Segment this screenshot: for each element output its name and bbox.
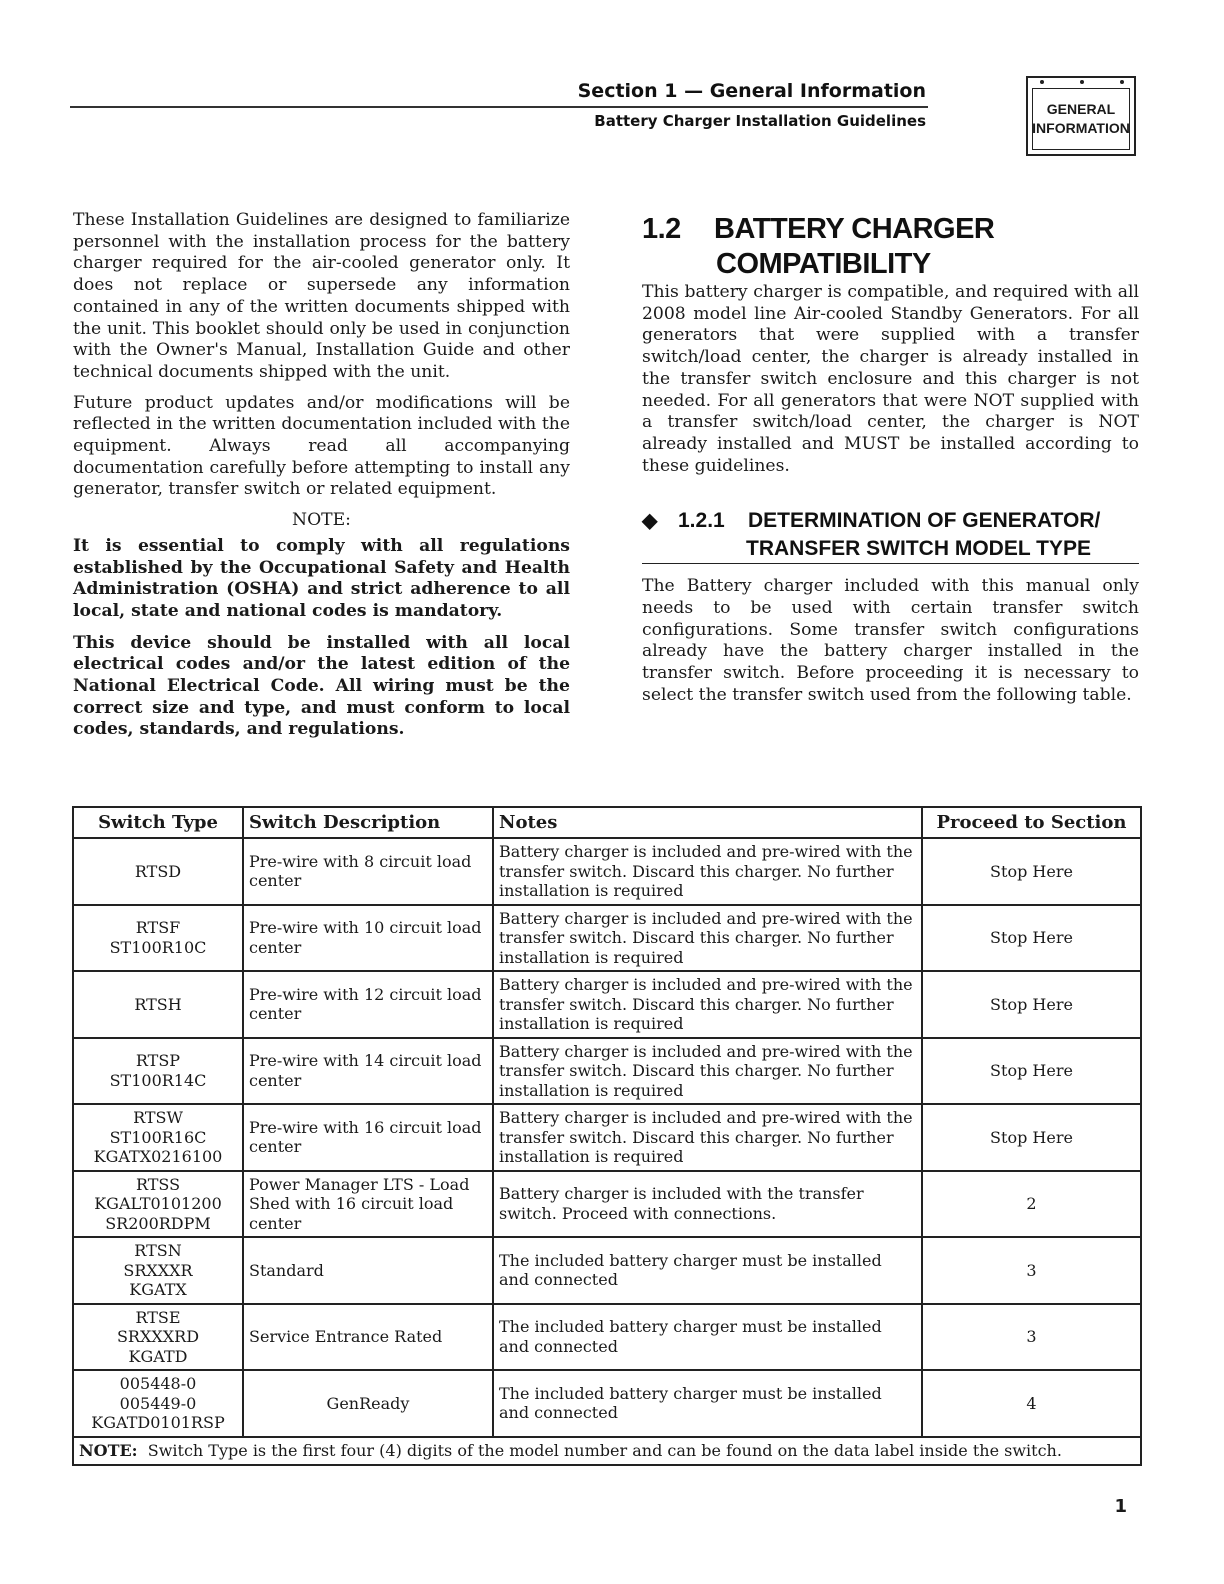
tab-dot-icon bbox=[1120, 80, 1124, 84]
switch-description-cell: Pre-wire with 10 circuit load center bbox=[243, 905, 493, 972]
subsection-heading bbox=[642, 507, 1139, 562]
switch-type-value: KGATX0216100 bbox=[93, 1147, 223, 1166]
switch-description-cell: GenReady bbox=[243, 1370, 493, 1437]
switch-type-value: ST100R14C bbox=[109, 1070, 207, 1090]
header-proceed-section: Proceed to Section bbox=[922, 807, 1141, 838]
notes-cell: Battery charger is included with the transfer switch. Proceed with connections. bbox=[493, 1171, 922, 1238]
subsection-title-line2: TRANSFER SWITCH MODEL TYPE bbox=[746, 537, 1091, 561]
proceed-section-cell: 3 bbox=[922, 1237, 1141, 1304]
switch-type-cell bbox=[73, 1237, 243, 1304]
table-note-text: Switch Type is the first four (4) digits of the model number and can be found on the data label inside the switch. bbox=[147, 1440, 1062, 1460]
switch-type-value: RTSD bbox=[134, 861, 182, 881]
table-note-row bbox=[73, 1437, 1141, 1465]
table-row bbox=[73, 1171, 1141, 1238]
switch-description-cell: Pre-wire with 16 circuit load center bbox=[243, 1104, 493, 1171]
table-row bbox=[73, 1370, 1141, 1437]
table-row bbox=[73, 1038, 1141, 1105]
table-body bbox=[73, 838, 1141, 1437]
switch-type-cell bbox=[73, 971, 243, 1038]
section-tab-label bbox=[1032, 88, 1130, 150]
switch-type-table bbox=[72, 806, 1142, 1466]
switch-type-cell bbox=[73, 1171, 243, 1238]
electrical-code-note: This device should be installed with all local electrical codes and/or the latest edition of the National Electrical Code. All wiring must be the correct size and type, and must conform to local codes, standards, and regulations. bbox=[73, 632, 570, 740]
compatibility-column bbox=[642, 212, 1139, 707]
switch-type-value: KGATX bbox=[129, 1280, 187, 1299]
switch-type-value: RTSH bbox=[134, 994, 182, 1014]
tab-dot-icon bbox=[1080, 80, 1084, 84]
switch-type-value: RTSE bbox=[135, 1307, 181, 1327]
table-row bbox=[73, 838, 1141, 905]
switch-type-cell bbox=[73, 1038, 243, 1105]
switch-type-value: RTSW bbox=[133, 1108, 183, 1127]
switch-type-value: ST100R16C bbox=[109, 1127, 207, 1147]
page-number: 1 bbox=[1114, 1496, 1127, 1517]
switch-type-cell bbox=[73, 1104, 243, 1171]
proceed-section-cell: 2 bbox=[922, 1171, 1141, 1238]
switch-type-value: KGATD bbox=[128, 1346, 188, 1366]
switch-type-value: KGALT0101200 bbox=[94, 1194, 222, 1213]
tab-label-line2: INFORMATION bbox=[1032, 120, 1130, 136]
compatibility-paragraph: This battery charger is compatible, and required with all 2008 model line Air-cooled Standby Generators. For all generators that were supplied with a transfer switch/load center, the charger is already installed in the transfer switch enclosure and this charger is not needed. For all generators that were NOT supplied with a transfer switch/load center, the charger is NOT already installed and MUST be installed according to these guidelines. bbox=[642, 282, 1139, 476]
header-notes: Notes bbox=[493, 807, 922, 838]
notes-cell: The included battery charger must be installed and connected bbox=[493, 1370, 922, 1437]
switch-type-cell bbox=[73, 1304, 243, 1371]
intro-paragraph: These Installation Guidelines are designed to familiarize personnel with the installation process for the battery charger required for the air-cooled generator only. It does not replace or supersede any information contained in any of the written documents shipped with the unit. This booklet should only be used in conjunction with the Owner's Manual, Installation Guide and other technical documents shipped with the unit. bbox=[73, 210, 570, 382]
switch-type-value: KGATD0101RSP bbox=[91, 1413, 225, 1432]
switch-type-value: ST100R10C bbox=[109, 937, 207, 957]
switch-description-cell: Pre-wire with 12 circuit load center bbox=[243, 971, 493, 1038]
table-row bbox=[73, 1304, 1141, 1371]
notes-cell: Battery charger is included and pre-wired with the transfer switch. Discard this charger. No further installation is required bbox=[493, 905, 922, 972]
tab-dot-icon bbox=[1040, 80, 1044, 84]
proceed-section-cell: Stop Here bbox=[922, 838, 1141, 905]
table-row bbox=[73, 1237, 1141, 1304]
subsection-rule bbox=[642, 563, 1139, 564]
proceed-section-cell: Stop Here bbox=[922, 1038, 1141, 1105]
switch-description-cell: Power Manager LTS - Load Shed with 16 circuit load center bbox=[243, 1171, 493, 1238]
diamond-bullet-icon: ◆ bbox=[642, 510, 658, 533]
switch-description-cell: Pre-wire with 8 circuit load center bbox=[243, 838, 493, 905]
switch-type-value: SRXXXRD bbox=[116, 1327, 200, 1346]
switch-type-cell bbox=[73, 905, 243, 972]
notes-cell: Battery charger is included and pre-wired with the transfer switch. Discard this charger. No further installation is required bbox=[493, 1038, 922, 1105]
determination-paragraph: The Battery charger included with this manual only needs to be used with certain transfer switch configurations. Some transfer switch configurations already have the battery charger installed in the transfer switch. Before proceeding it is necessary to select the transfer switch used from the following table. bbox=[642, 576, 1139, 705]
header-switch-type: Switch Type bbox=[73, 807, 243, 838]
section-title-line1: BATTERY CHARGER bbox=[714, 213, 995, 245]
switch-description-cell: Standard bbox=[243, 1237, 493, 1304]
header-switch-description: Switch Description bbox=[243, 807, 493, 838]
table-row bbox=[73, 971, 1141, 1038]
header-rule bbox=[70, 106, 928, 108]
switch-type-value: RTSF bbox=[135, 918, 181, 938]
notes-cell: Battery charger is included and pre-wired with the transfer switch. Discard this charger. No further installation is required bbox=[493, 971, 922, 1038]
section-tab bbox=[1026, 76, 1136, 156]
notes-cell: Battery charger is included and pre-wired with the transfer switch. Discard this charger. No further installation is required bbox=[493, 1104, 922, 1171]
section-heading bbox=[642, 212, 1139, 282]
notes-cell: The included battery charger must be installed and connected bbox=[493, 1304, 922, 1371]
table-header-row bbox=[73, 807, 1141, 838]
switch-type-value: 005448-0 bbox=[119, 1374, 197, 1393]
updates-paragraph: Future product updates and/or modifications will be reflected in the written documentation included with the equipment. Always read all accompanying documentation carefully before attempting to install any generator, transfer switch or related equipment. bbox=[73, 392, 570, 500]
subsection-number: 1.2.1 bbox=[678, 509, 725, 533]
switch-type-cell bbox=[73, 1370, 243, 1437]
notes-cell: The included battery charger must be installed and connected bbox=[493, 1237, 922, 1304]
section-title-line2: COMPATIBILITY bbox=[716, 248, 931, 280]
table-note bbox=[73, 1437, 1141, 1465]
switch-type-value: RTSS bbox=[135, 1174, 181, 1194]
switch-type-value: SRXXXR bbox=[123, 1260, 193, 1280]
switch-type-value: RTSP bbox=[135, 1051, 181, 1071]
proceed-section-cell: 3 bbox=[922, 1304, 1141, 1371]
table-note-label: NOTE: bbox=[79, 1440, 138, 1460]
switch-type-cell bbox=[73, 838, 243, 905]
proceed-section-cell: Stop Here bbox=[922, 905, 1141, 972]
osha-note: It is essential to comply with all regulations established by the Occupational Safety and Health Administration (OSHA) and strict adherence to all local, state and national codes is mandatory. bbox=[73, 535, 570, 621]
section-title: Section 1 — General Information bbox=[577, 80, 926, 102]
proceed-section-cell: Stop Here bbox=[922, 971, 1141, 1038]
note-heading: NOTE: bbox=[292, 510, 351, 531]
switch-type-value: 005449-0 bbox=[119, 1393, 197, 1413]
tab-label-line1: GENERAL bbox=[1046, 101, 1116, 117]
intro-column bbox=[73, 210, 570, 751]
proceed-section-cell: Stop Here bbox=[922, 1104, 1141, 1171]
switch-description-cell: Pre-wire with 14 circuit load center bbox=[243, 1038, 493, 1105]
notes-cell: Battery charger is included and pre-wired with the transfer switch. Discard this charger. No further installation is required bbox=[493, 838, 922, 905]
table-row bbox=[73, 905, 1141, 972]
proceed-section-cell: 4 bbox=[922, 1370, 1141, 1437]
page-subtitle: Battery Charger Installation Guidelines bbox=[594, 112, 926, 130]
subsection-title-line1: DETERMINATION OF GENERATOR/ bbox=[748, 509, 1101, 533]
section-number: 1.2 bbox=[642, 213, 681, 245]
switch-description-cell: Service Entrance Rated bbox=[243, 1304, 493, 1371]
switch-type-value: SR200RDPM bbox=[105, 1213, 211, 1233]
table-row bbox=[73, 1104, 1141, 1171]
switch-type-value: RTSN bbox=[134, 1241, 182, 1260]
